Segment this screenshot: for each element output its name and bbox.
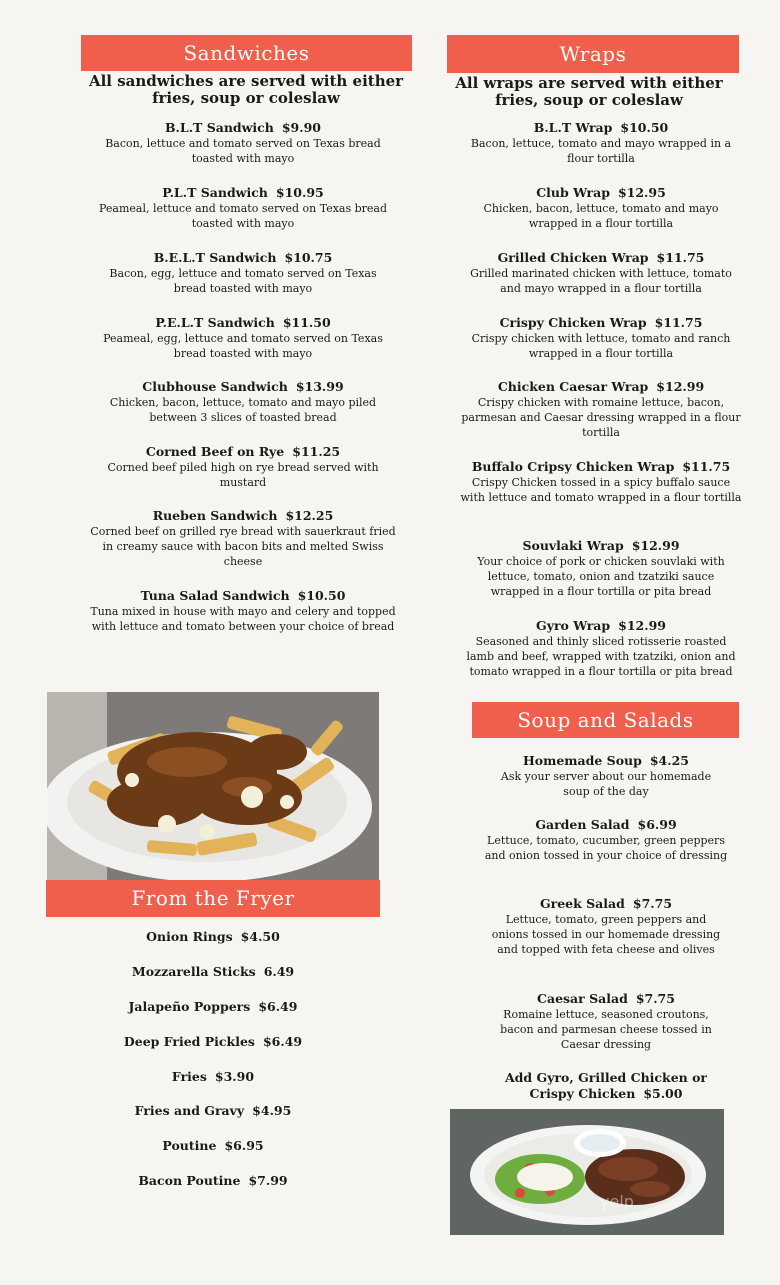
item-desc: Corned beef piled high on rye bread served with mustard [107,461,379,489]
fryer-item [46,999,380,1014]
item-price: 6.49 [263,964,295,979]
item-desc: Bacon, lettuce and tomato served on Texas bread toasted with mayo [105,137,381,165]
addon-price: $5.00 [643,1086,683,1101]
menu-item [472,896,740,991]
item-price: $3.90 [214,1069,255,1084]
menu-item [82,379,404,444]
soups-title: Soup and Salads [517,708,694,732]
gyro-plate-photo [450,1109,724,1235]
sandwiches-title: Sandwiches [183,41,310,65]
item-price: $11.75 [656,250,705,265]
item-name: Caesar Salad [537,991,628,1006]
item-price: $6.49 [258,999,298,1014]
menu-item [460,618,742,679]
item-price: $12.99 [631,538,680,553]
item-name: Corned Beef on Rye [145,444,285,459]
menu-item [82,120,404,185]
item-name: P.E.L.T Sandwich [155,315,275,330]
item-price: $10.50 [620,120,669,135]
item-name: Bacon Poutine [138,1173,241,1188]
fryer-item [46,1173,380,1188]
item-desc: Peameal, lettuce and tomato served on Texas bread toasted with mayo [98,202,388,230]
item-name: Club Wrap [536,185,610,200]
item-desc: Romaine lettuce, seasoned croutons, bacon and parmesan cheese tossed in Caesar dressing [500,1008,712,1051]
item-name: Tuna Salad Sandwich [140,588,290,603]
item-price: $11.50 [282,315,331,330]
item-desc: Crispy chicken with romaine lettuce, bacon, parmesan and Caesar dressing wrapped in a flour tortilla [461,396,741,439]
item-price: $7.75 [635,991,675,1006]
item-price: $10.75 [284,250,333,265]
item-name: Buffalo Cripsy Chicken Wrap [471,459,675,474]
item-desc: Crispy Chicken tossed in a spicy buffalo sauce with lettuce and tomato wrapped in a flour tortilla [460,476,742,504]
fryer-banner [46,880,380,917]
menu-item [460,120,742,185]
item-price: $4.50 [240,929,280,944]
item-price: $6.99 [637,817,677,832]
gyro-plate-illustration [450,1109,724,1235]
item-name: Grilled Chicken Wrap [497,250,649,265]
item-price: $12.25 [285,508,334,523]
poutine-photo [47,692,379,880]
item-price: $10.95 [275,185,324,200]
item-name: Clubhouse Sandwich [142,379,288,394]
item-name: Garden Salad [535,817,630,832]
menu-item [472,753,740,817]
item-name: P.L.T Sandwich [162,185,268,200]
fryer-item [46,1138,380,1153]
watermark-text: yelp [600,1192,634,1211]
item-price: $6.95 [224,1138,264,1153]
item-name: Homemade Soup [522,753,642,768]
menu-item [82,508,404,588]
sandwiches-banner [81,35,412,71]
item-price: $9.90 [281,120,322,135]
poutine-illustration [47,692,379,880]
item-desc: Lettuce, tomato, cucumber, green peppers and onion tossed in your choice of dressing [484,834,728,862]
item-desc: Chicken, bacon, lettuce, tomato and mayo wrapped in a flour tortilla [483,202,719,230]
wraps-banner [447,35,739,73]
item-desc: Corned beef on grilled rye bread with sauerkraut fried in creamy sauce with bacon bits and melted Swiss cheese [90,525,396,568]
menu-item [82,185,404,250]
item-name: Crispy Chicken Wrap [499,315,647,330]
item-desc: Peameal, egg, lettuce and tomato served on Texas bread toasted with mayo [103,332,383,360]
menu-item [460,315,742,379]
wraps-note: All wraps are served with either fries, soup or coleslaw [455,74,723,109]
item-price: $6.49 [262,1034,303,1049]
soups-banner [472,702,739,738]
sandwiches-note: All sandwiches are served with either fries, soup or coleslaw [88,72,404,107]
item-desc: Ask your server about our homemade soup of the day [500,770,712,798]
item-desc: Tuna mixed in house with mayo and celery and topped with lettuce and tomato between your choice of bread [90,605,396,633]
menu-item [82,444,404,508]
item-price: $4.95 [252,1103,292,1118]
item-price: $4.25 [649,753,690,768]
fryer-item [46,1069,380,1084]
menu-item [460,185,742,250]
item-name: B.E.L.T Sandwich [153,250,277,265]
menu-item [82,250,404,315]
item-name: B.L.T Sandwich [164,120,274,135]
soups-list [472,753,740,1102]
item-price: $10.50 [297,588,346,603]
item-desc: Seasoned and thinly sliced rotisserie roasted lamb and beef, wrapped with tzatziki, onion and tomato wrapped in a flour tortilla or pita bread [466,635,736,678]
item-desc: Chicken, bacon, lettuce, tomato and mayo piled between 3 slices of toasted bread [109,396,377,424]
item-name: Fries [171,1069,207,1084]
item-price: $7.75 [632,896,673,911]
item-price: $12.99 [656,379,705,394]
menu-item [460,459,742,538]
item-name: Onion Rings [146,929,233,944]
item-price: $11.25 [292,444,341,459]
item-desc: Bacon, lettuce, tomato and mayo wrapped in a flour tortilla [470,137,732,165]
item-name: B.L.T Wrap [533,120,613,135]
item-desc: Your choice of pork or chicken souvlaki with lettuce, tomato, onion and tzatziki sauce wrapped in a flour tortilla or pita bread [477,555,725,598]
item-price: $12.95 [617,185,666,200]
item-price: $11.75 [654,315,703,330]
sandwiches-list [82,120,404,634]
item-price: $11.75 [682,459,731,474]
fryer-item [46,929,380,944]
addon-name: Add Gyro, Grilled Chicken or Crispy Chicken [504,1070,708,1101]
menu-item [472,817,740,896]
menu-item [460,379,742,459]
item-name: Jalapeño Poppers [128,999,251,1014]
item-price: $13.99 [295,379,344,394]
item-price: $7.99 [248,1173,288,1188]
item-name: Greek Salad [539,896,625,911]
item-name: Souvlaki Wrap [522,538,624,553]
item-name: Rueben Sandwich [152,508,278,523]
menu-item [82,315,404,379]
fryer-item [46,964,380,979]
item-price: $12.99 [618,618,666,633]
item-name: Poutine [162,1138,217,1153]
item-name: Mozzarella Sticks [131,964,256,979]
fryer-item [46,1034,380,1049]
menu-item [472,991,740,1070]
wraps-list [460,120,742,679]
item-desc: Lettuce, tomato, green peppers and onions tossed in our homemade dressing and topped with feta cheese and olives [491,913,721,956]
addon-item [472,1070,740,1102]
item-name: Gyro Wrap [536,618,611,633]
item-name: Fries and Gravy [134,1103,245,1118]
menu-item [460,250,742,315]
item-name: Deep Fried Pickles [123,1034,255,1049]
item-name: Chicken Caesar Wrap [497,379,649,394]
item-desc: Bacon, egg, lettuce and tomato served on Texas bread toasted with mayo [109,267,377,295]
fryer-title: From the Fryer [131,886,295,910]
item-desc: Grilled marinated chicken with lettuce, tomato and mayo wrapped in a flour tortilla [470,267,732,295]
menu-item [82,588,404,634]
wraps-title: Wraps [559,42,627,66]
item-desc: Crispy chicken with lettuce, tomato and ranch wrapped in a flour tortilla [471,332,731,360]
menu-item [460,538,742,618]
fryer-item [46,1103,380,1118]
